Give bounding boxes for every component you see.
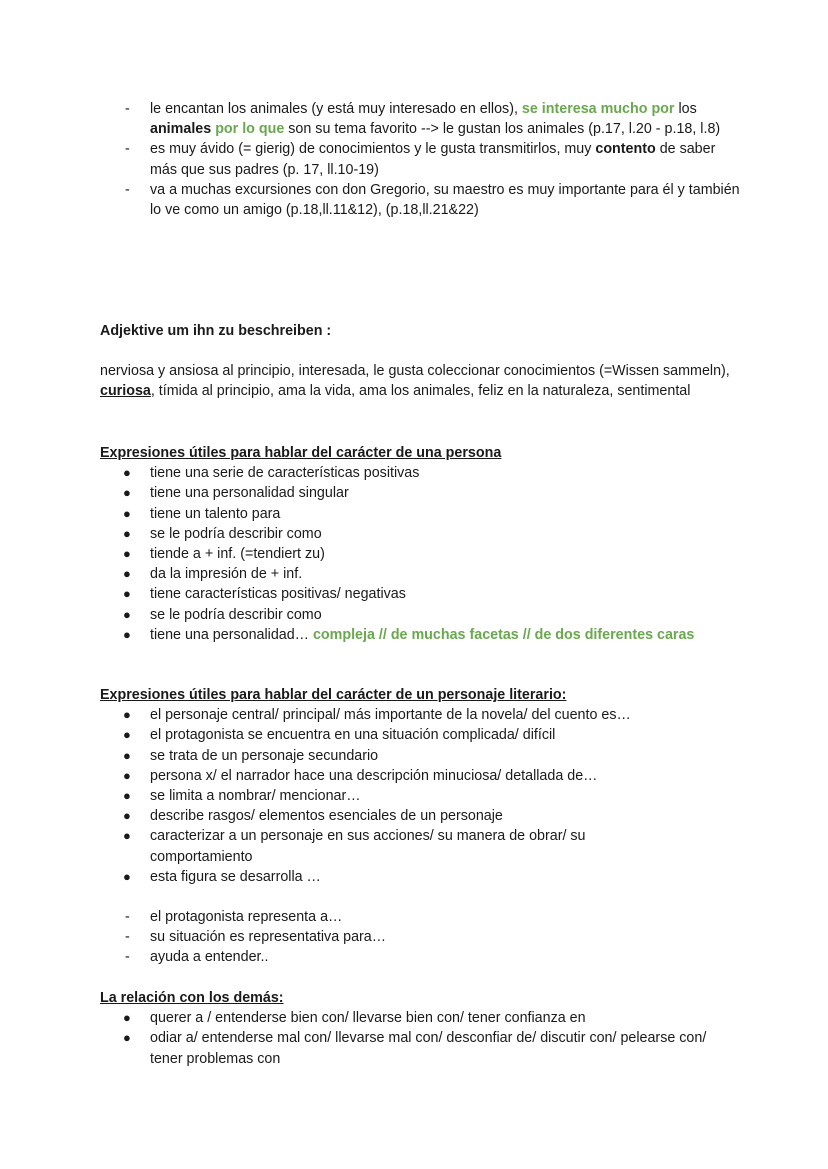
list-item [100, 584, 740, 604]
list-item [100, 483, 740, 503]
text-segment: son su tema favorito --> le gustan los animales (p.17, l.20 - p.18, l.8) [284, 121, 721, 138]
list-item [100, 766, 740, 786]
item-text: tiene una personalidad singular [150, 485, 349, 502]
item-text: el protagonista representa a… [150, 909, 343, 925]
text-bold: animales [150, 121, 212, 138]
list-item [100, 564, 740, 584]
text-segment: nerviosa y ansiosa al principio, interesada, le gusta coleccionar conocimientos (=Wissen sammeln), [100, 363, 730, 379]
persona-list [100, 463, 740, 645]
list-item [100, 705, 740, 725]
dash-marker: - [125, 181, 130, 198]
relacion-list [100, 1008, 740, 1069]
list-item [100, 725, 740, 745]
dash-marker: - [125, 929, 130, 946]
literario-section [100, 685, 740, 887]
highlight-green: se interesa mucho por [521, 101, 675, 117]
bullet-icon: ● [123, 525, 131, 541]
list-item [100, 746, 740, 766]
item-text: tiende a + inf. (=tendiert zu) [150, 546, 325, 563]
text-segment: los [674, 101, 697, 117]
persona-heading: Expresiones útiles para hablar del carácter de una persona [100, 445, 502, 461]
item-text: tiene una personalidad… [150, 626, 313, 643]
persona-section [100, 443, 740, 645]
intro-section [100, 99, 740, 220]
list-item [100, 947, 740, 967]
item-text: el protagonista se encuentra en una situación complicada/ difícil [150, 727, 556, 744]
list-item [100, 180, 740, 220]
bullet-icon: ● [123, 566, 131, 582]
adjectives-paragraph [100, 361, 735, 401]
list-item [100, 1028, 740, 1068]
list-item [100, 826, 740, 866]
bullet-icon: ● [123, 788, 131, 804]
list-item [100, 1008, 740, 1028]
list-item [100, 524, 740, 544]
item-text: persona x/ el narrador hace una descripción minuciosa/ detallada de… [150, 767, 598, 784]
bullet-icon: ● [123, 485, 131, 501]
highlight-green: por lo que [215, 121, 285, 138]
bullet-icon: ● [123, 767, 131, 783]
bullet-icon: ● [123, 808, 131, 824]
item-text: se le podría describir como [150, 606, 322, 623]
text-segment: es muy ávido (= gierig) de conocimientos y le gusta transmitirlos, muy [150, 141, 596, 158]
list-item [100, 927, 740, 947]
underlined-bold-word: curiosa [100, 383, 151, 400]
relacion-heading: La relación con los demás: [100, 990, 284, 1006]
item-text: querer a / entenderse bien con/ llevarse bien con/ tener confianza en [150, 1010, 586, 1027]
literario-dash-list [100, 907, 740, 968]
bullet-icon: ● [123, 1010, 131, 1026]
item-text: ayuda a entender.. [150, 949, 269, 966]
literario-dash-section [100, 907, 740, 968]
text-segment: de saber más que sus padres (p. 17, ll.10-19) [150, 141, 716, 178]
item-text: tiene características positivas/ negativas [150, 586, 406, 603]
literario-heading: Expresiones útiles para hablar del carácter de un personaje literario: [100, 687, 567, 703]
text-segment: va a muchas excursiones con don Gregorio, su maestro es muy importante para él y también lo ve como un amigo (p.18,ll.11&12), (p.18,ll.21&22) [150, 181, 740, 219]
relacion-section [100, 988, 740, 1069]
bullet-icon: ● [123, 626, 131, 642]
item-text: da la impresión de + inf. [150, 566, 303, 583]
item-text: tiene una serie de características positivas [150, 465, 420, 482]
adjectives-section [100, 321, 740, 341]
list-item [100, 907, 740, 927]
list-item [100, 806, 740, 826]
item-text: esta figura se desarrolla … [150, 868, 321, 885]
bullet-icon: ● [123, 505, 131, 521]
item-text: caracterizar a un personaje en sus acciones/ su manera de obrar/ su comportamiento [150, 828, 586, 865]
item-text: tiene un talento para [150, 505, 281, 522]
list-item [100, 544, 740, 564]
bullet-icon: ● [123, 828, 131, 844]
item-text: odiar a/ entenderse mal con/ llevarse mal con/ desconfiar de/ discutir con/ pelearse con/ tener problemas con [150, 1030, 707, 1067]
bullet-icon: ● [123, 1030, 131, 1046]
dash-marker: - [125, 101, 130, 117]
item-text: el personaje central/ principal/ más importante de la novela/ del cuento es… [150, 707, 631, 724]
list-item [100, 463, 740, 483]
literario-list [100, 705, 740, 887]
text-segment: le encantan los animales (y está muy interesado en ellos), [150, 101, 522, 117]
list-item [100, 867, 740, 887]
item-text: su situación es representativa para… [150, 929, 387, 946]
text-bold: contento [595, 141, 656, 158]
list-item [100, 605, 740, 625]
item-text: se trata de un personaje secundario [150, 747, 379, 764]
dash-marker: - [125, 949, 130, 966]
bullet-icon: ● [123, 747, 131, 763]
item-text: se limita a nombrar/ mencionar… [150, 788, 361, 805]
list-item [100, 139, 740, 179]
bullet-icon: ● [123, 727, 131, 743]
list-item [100, 786, 740, 806]
highlight-green: compleja // de muchas facetas // de dos diferentes caras [312, 626, 695, 643]
list-item [100, 504, 740, 524]
list-item [100, 99, 740, 139]
item-text: describe rasgos/ elementos esenciales de un personaje [150, 808, 503, 825]
bullet-icon: ● [123, 868, 131, 884]
list-item [100, 625, 740, 645]
dash-marker: - [125, 141, 130, 158]
adjectives-heading: Adjektive um ihn zu beschreiben : [100, 323, 332, 339]
text-segment: , tímida al principio, ama la vida, ama los animales, feliz en la naturaleza, sentimental [150, 383, 691, 400]
bullet-icon: ● [123, 465, 131, 481]
bullet-icon: ● [123, 586, 131, 602]
bullet-icon: ● [123, 707, 131, 723]
item-text: se le podría describir como [150, 525, 322, 542]
bullet-icon: ● [123, 606, 131, 622]
dash-marker: - [125, 909, 130, 925]
intro-list [100, 99, 740, 220]
bullet-icon: ● [123, 546, 131, 562]
